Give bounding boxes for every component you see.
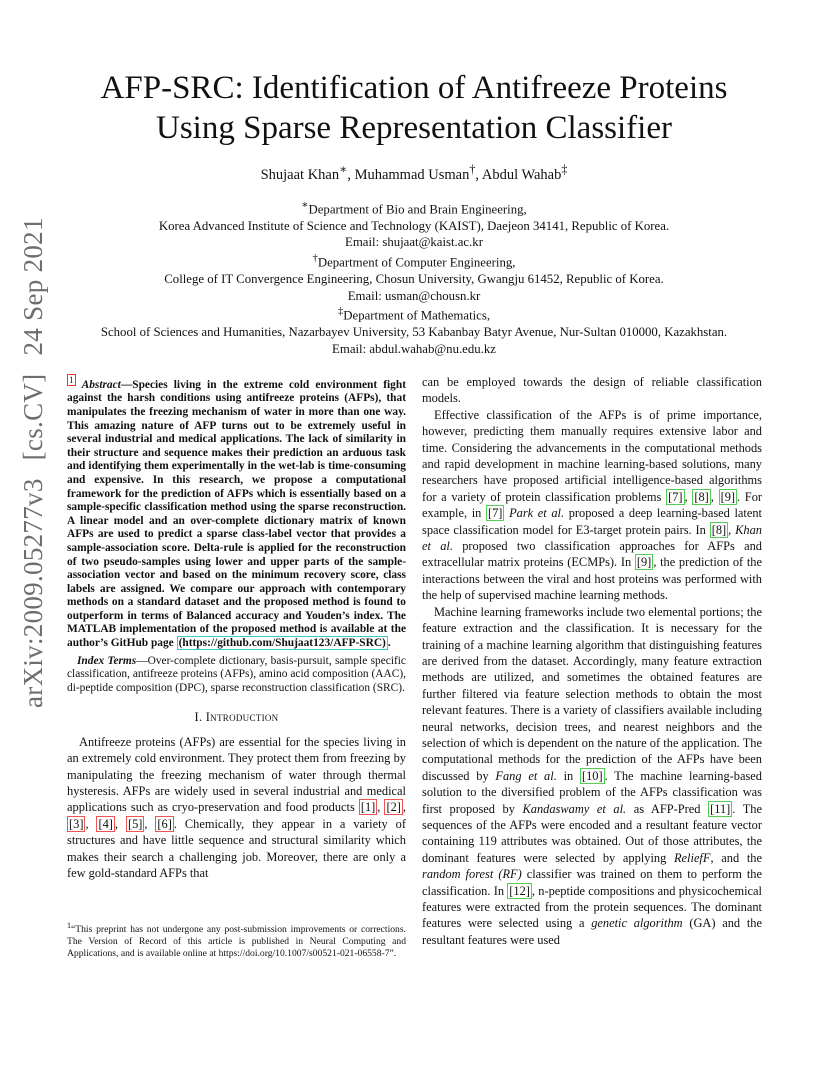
affiliations: [40, 198, 788, 357]
citation-link[interactable]: [4]: [98, 816, 113, 831]
citation-link[interactable]: [7]: [668, 489, 683, 504]
body-emphasis: Khan et al.: [422, 522, 762, 554]
body-text: classifier was trained on them to perform the classification. In: [422, 867, 762, 898]
affiliation-line: Korea Advanced Institute of Science and Technology (KAIST), Daejeon 34141, Republic of Korea.: [158, 218, 670, 233]
github-link[interactable]: (https://github.com/Shujaat123/AFP-SRC): [178, 637, 386, 650]
citation-link[interactable]: [3]: [69, 816, 84, 831]
citation-link[interactable]: [11]: [710, 801, 731, 816]
body-paragraph: [422, 604, 762, 949]
affiliation-line: [40, 198, 788, 218]
citation-link[interactable]: [6]: [157, 816, 172, 831]
affiliation-text: Department of Bio and Brain Engineering,: [308, 202, 527, 217]
citation-link[interactable]: [9]: [720, 489, 736, 504]
body-emphasis: Fang et al.: [495, 768, 557, 783]
abstract-lead: Abstract: [81, 378, 121, 391]
body-emphasis: ReliefF: [673, 850, 711, 865]
arxiv-category: [cs.CV]: [18, 373, 48, 461]
section-number: I.: [194, 710, 203, 725]
arxiv-id: arXiv:2009.05277v3: [18, 478, 48, 708]
body-paragraph: Effective classification of the AFPs is of prime importance, however, predicting them manually requires extensive labor and time. Considering the advancements in the computational methods and rapid development in machine learning-based solutions, many researchers have proposed artificial intelligence-based algorithms for a variety of protein classification problems [7] , [8] , [9] . For example, in [7] Park et al. proposed a deep learning-based latent space classification model for E3-target protein pairs. In [8] , Khan et al. proposed two classification approaches for AFPs and extracellular matrix proteins (ECMPs). In [9] , the prediction of the interactions between the viral and host proteins was performed with the help of supervised machine learning methods.: [422, 407, 763, 603]
body-text: as AFP-Pred: [626, 801, 709, 816]
citation-link[interactable]: [1]: [360, 800, 376, 815]
body-text: in: [556, 768, 580, 783]
abstract: [67, 374, 406, 651]
abstract-end: .: [387, 637, 391, 650]
citation-link[interactable]: [2]: [386, 800, 401, 815]
title-line-1: AFP-SRC: Identification of Antifreeze Proteins: [100, 70, 728, 106]
left-column: [67, 374, 406, 882]
author-list: Shujaat Khan∗, Muhammad Usman†, Abdul Wahab‡: [260, 162, 568, 183]
body-text: , n-peptide compositions and physicochemical features were extracted from the protein sequences. The dominant features were selected using a: [422, 883, 762, 931]
affiliation-mark: ‡: [337, 306, 344, 318]
body-emphasis: Park et al.: [509, 506, 565, 521]
affiliation-line: [40, 304, 788, 324]
author-2: Muhammad Usman: [354, 166, 470, 183]
body-paragraph: can be employed towards the design of reliable classification models.: [422, 375, 762, 406]
citation-link[interactable]: [9]: [636, 555, 652, 570]
section-title: Introduction: [205, 710, 279, 725]
section-heading: [67, 709, 406, 725]
citation-link[interactable]: [5]: [127, 816, 143, 831]
author-3: Abdul Wahab: [481, 166, 562, 183]
body-text: proposed a deep learning-based latent space classification model for E3-target protein pairs. In: [422, 506, 763, 537]
body-text: Effective classification of the AFPs is of prime importance, however, predicting them manually requires extensive labor and time. Considering the advancements in the computational methods and rapid development in machine learning-based solutions, many researchers have proposed artificial intelligence-based algorithms for a variety of protein classification problems: [422, 407, 762, 504]
body-emphasis: Kandaswamy et al.: [522, 801, 627, 816]
paper-title: [60, 68, 768, 148]
footnote-number: 1: [67, 921, 71, 930]
author-1: Shujaat Khan: [260, 166, 340, 183]
body-text: Machine learning frameworks include two elemental portions; the feature extraction and the classification. It is necessary for the training of a machine learning algorithm that distinguishing features are derived from the dataset. Accordingly, many feature extraction methods are utilized, and sometimes the obtained features are further filtered via feature selection methods to obtain the most relevant features. There is a variety of classifiers available including neural networks, decision trees, and nearest neighbors and the selection of which is dependent on the nature of the application. The computational methods for the prediction of the AFPs have been discussed by: [422, 604, 762, 783]
citation-link[interactable]: [12]: [509, 883, 530, 898]
author-2-mark: †: [469, 162, 476, 176]
title-line-2: Using Sparse Representation Classifier: [156, 110, 672, 146]
abstract-text: —Species living in the extreme cold environment fight against the harsh conditions using antifreeze proteins (AFPs), that manipulates the freezing mechanism of water in more than one way. This amazing nature of AFP turns out to be extremely useful in several industrial and medical applications. The lack of similarity in their structure and sequence makes their prediction an arduous task and identifying them experimentally in the wet-lab is time-consuming and expensive. In this research, we propose a computational framework for the prediction of AFPs which is essentially based on a sample-specific classification method using the sparse reconstruction. A linear model and an over-complete dictionary matrix of known AFPs are used to predict a sparse class-label vector that provides a sample-association score. Delta-rule is applied for the reconstruction of two pseudo-samples using lower and upper parts of the sample-association vector and based on the minimum recovery score, class labels are assigned. We compare our approach with contemporary methods on a standard dataset and the proposed method is found to outperform in terms of Balanced accuracy and Youden’s index. The MATLAB implementation of the proposed method is available at the author’s GitHub page: [67, 378, 406, 650]
arxiv-date: 24 Sep 2021: [18, 217, 48, 356]
citation-link[interactable]: [10]: [581, 768, 603, 783]
footnote: [67, 920, 406, 960]
body-text: , and the: [710, 850, 762, 865]
body-text: . The machine learning-based solution to the diversified problem of the AFPs classification was first proposed by: [422, 768, 762, 816]
citation-link[interactable]: [8]: [694, 489, 709, 504]
affiliation-mark: †: [312, 253, 318, 265]
affiliation-email: Email: shujaat@kaist.ac.kr: [345, 235, 483, 250]
footnote-text: “This preprint has not undergone any post-submission improvements or corrections. The Version of Record of this article is published in Neural Computing and Applications, and is available online at https://doi.org/10.1007/s00521-021-06558-7”.: [67, 924, 406, 959]
body-text: , the prediction of the interactions between the viral and host proteins was performed with the help of supervised machine learning methods.: [422, 555, 762, 603]
body-text: . Chemically, they appear in a variety of structures and have little sequence and structural similarity which makes their search a challenging job. Moreover, there are only a few gold-standard AFPs that: [67, 816, 406, 881]
affiliation-email: Email: usman@chousn.kr: [347, 288, 481, 303]
citation-link[interactable]: [7]: [487, 506, 503, 521]
index-terms: [67, 655, 406, 696]
affiliation-text: Department of Computer Engineering,: [317, 255, 516, 270]
intro-paragraph: Antifreeze proteins (AFPs) are essential for the species living in an extremely cold environment. They protect them from freezing by manipulating the freezing mechanism of water through thermal hysteresis. AFPs are widely used in several industrial and medical applications such as cryo-preservation and food products [1] , [2] , [3] , [4] , [5] , [6] . Chemically, they appear in a variety of structures and have little sequence and structural similarity which makes their search a challenging job. Moreover, there are only a few gold-standard AFPs that: [67, 734, 406, 881]
affiliation-line: [40, 251, 788, 271]
body-text: . The sequences of the AFPs were encoded and a resultant feature vector containing 119 attributes was obtained. Out of those attributes, the dominant features were selected by applying: [422, 801, 762, 865]
body-text: . For example, in: [422, 489, 763, 521]
body-text: ,: [728, 522, 736, 537]
citation-link[interactable]: [8]: [711, 522, 727, 537]
affiliation-line: College of IT Convergence Engineering, Chosun University, Gwangju 61452, Republic of Korea.: [164, 271, 664, 286]
affiliation-text: Department of Mathematics,: [343, 308, 491, 323]
body-text: (GA) and the resultant features were used: [422, 916, 762, 947]
body-emphasis: genetic algorithm: [591, 916, 683, 931]
affiliation-email: Email: abdul.wahab@nu.edu.kz: [332, 341, 496, 356]
affiliation-mark: ∗: [301, 200, 309, 211]
author-1-mark: ∗: [339, 162, 348, 176]
body-text: Antifreeze proteins (AFPs) are essential for the species living in an extremely cold environment. They protect them from freezing by manipulating the freezing mechanism of water through thermal hysteresis. AFPs are widely used in several industrial and medical applications such as cryo-preservation and food products: [67, 734, 406, 815]
right-column: [422, 374, 762, 948]
author-3-mark: ‡: [561, 162, 568, 176]
index-terms-lead: Index Terms: [77, 654, 137, 667]
index-terms-text: —Over-complete dictionary, basis-pursuit, sample specific classification, antifreeze proteins (AFPs), amino acid composition (AAC), di-peptide composition (DPC), sparse reconstruction classification (SRC).: [67, 654, 406, 694]
body-emphasis: random forest (RF): [422, 867, 522, 882]
affiliation-line: School of Sciences and Humanities, Nazarbayev University, 53 Kabanbay Batyr Avenue, Nur-Sultan 010000, Kazakhstan.: [100, 324, 728, 339]
body-text: proposed two classification approaches for AFPs and extracellular matrix proteins (ECMPs). In: [422, 539, 763, 570]
footnote-link[interactable]: 1: [69, 375, 74, 385]
